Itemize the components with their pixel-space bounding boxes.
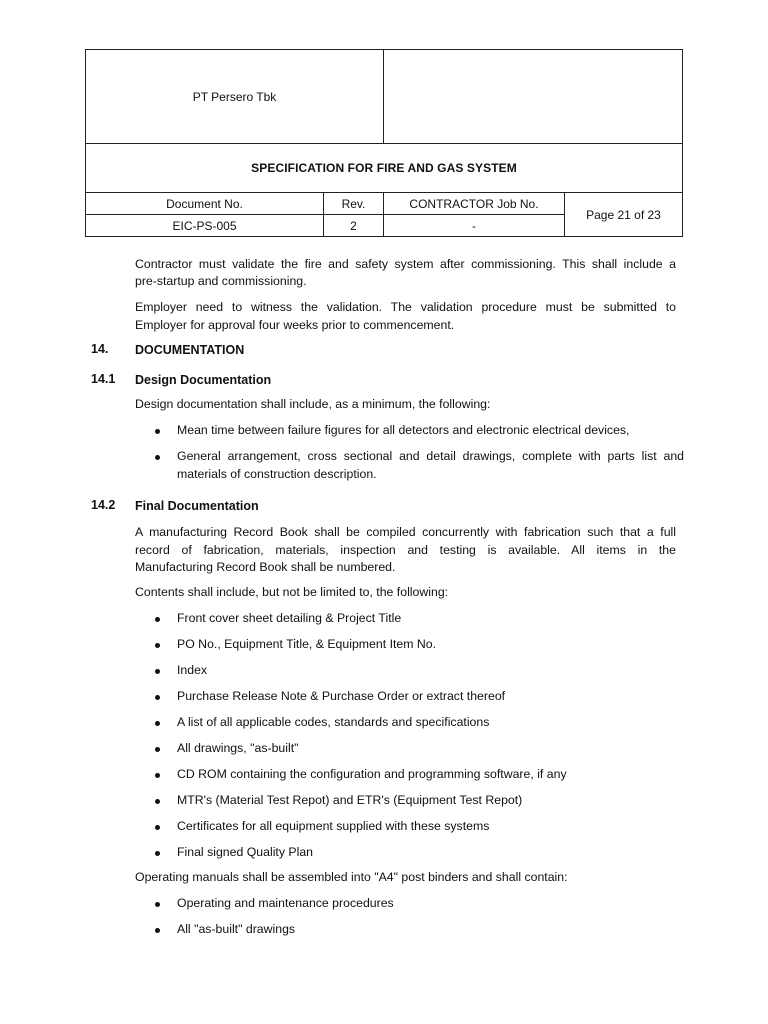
final-doc-paragraph-line-3: Manufacturing Record Book shall be numbered. — [135, 560, 396, 574]
list-item: Mean time between failure figures for all detectors and electronic electrical devices, — [177, 423, 630, 437]
bullet-icon — [155, 928, 160, 933]
bullet-icon — [155, 773, 160, 778]
subsection-number: 14.1 — [91, 372, 116, 386]
document-header-table — [85, 49, 683, 237]
list-item: All drawings, "as-built" — [177, 741, 299, 755]
list-item: Certificates for all equipment supplied with these systems — [177, 819, 490, 833]
document-no-label: Document No. — [166, 196, 243, 211]
contractor-job-value: - — [472, 218, 476, 233]
bullet-icon — [155, 747, 160, 752]
subsection-heading: Design Documentation — [135, 373, 272, 387]
bullet-icon — [155, 695, 160, 700]
company-name: PT Persero Tbk — [192, 89, 277, 104]
list-item: All "as-built" drawings — [177, 922, 296, 936]
bullet-icon — [155, 669, 160, 674]
subsection-number: 14.2 — [91, 498, 116, 512]
bullet-icon — [155, 721, 160, 726]
final-doc-paragraph-line-1: A manufacturing Record Book shall be compiled concurrently with fabrication such that a full — [135, 525, 676, 539]
contents-intro: Contents shall include, but not be limited to, the following: — [135, 585, 449, 599]
section-number: 14. — [91, 342, 109, 356]
bullet-icon — [155, 617, 160, 622]
design-doc-intro: Design documentation shall include, as a minimum, the following: — [135, 397, 491, 411]
bullet-icon — [155, 455, 160, 460]
intro-paragraph-2-line-2: Employer for approval four weeks prior to commencement. — [135, 318, 455, 332]
list-item: CD ROM containing the configuration and programming software, if any — [177, 767, 567, 781]
list-item: PO No., Equipment Title, & Equipment Item No. — [177, 637, 437, 651]
revision-value: 2 — [350, 218, 357, 233]
list-item: Final signed Quality Plan — [177, 845, 314, 859]
subsection-heading: Final Documentation — [135, 499, 259, 513]
final-doc-paragraph-line-2: record of fabrication, materials, inspection and testing is available. All items in the — [135, 543, 676, 557]
intro-paragraph-1-line-1: Contractor must validate the fire and safety system after commissioning. This shall include a — [135, 257, 676, 271]
list-item: Index — [177, 663, 208, 677]
bullet-icon — [155, 851, 160, 856]
document-title: SPECIFICATION FOR FIRE AND GAS SYSTEM — [251, 161, 517, 175]
list-item: Operating and maintenance procedures — [177, 896, 394, 910]
bullet-icon — [155, 429, 160, 434]
list-item: General arrangement, cross sectional and detail drawings, complete with parts list and — [177, 449, 684, 463]
page-number: Page 21 of 23 — [586, 207, 661, 222]
section-heading: DOCUMENTATION — [135, 343, 245, 357]
manuals-intro: Operating manuals shall be assembled into "A4" post binders and shall contain: — [135, 870, 568, 884]
intro-paragraph-2-line-1: Employer need to witness the validation. The validation procedure must be submitted to — [135, 300, 676, 314]
list-item: MTR's (Material Test Repot) and ETR's (Equipment Test Repot) — [177, 793, 523, 807]
bullet-icon — [155, 643, 160, 648]
list-item: Purchase Release Note & Purchase Order or extract thereof — [177, 689, 506, 703]
intro-paragraph-1-line-2: pre-startup and commissioning. — [135, 274, 307, 288]
list-item: Front cover sheet detailing & Project Title — [177, 611, 402, 625]
logo-area — [384, 50, 682, 143]
document-no-value: EIC-PS-005 — [172, 218, 237, 233]
bullet-icon — [155, 799, 160, 804]
bullet-icon — [155, 825, 160, 830]
contractor-job-label: CONTRACTOR Job No. — [409, 196, 539, 211]
list-item-continuation: materials of construction description. — [177, 467, 377, 481]
list-item: A list of all applicable codes, standards and specifications — [177, 715, 490, 729]
bullet-icon — [155, 902, 160, 907]
revision-label: Rev. — [341, 196, 366, 211]
